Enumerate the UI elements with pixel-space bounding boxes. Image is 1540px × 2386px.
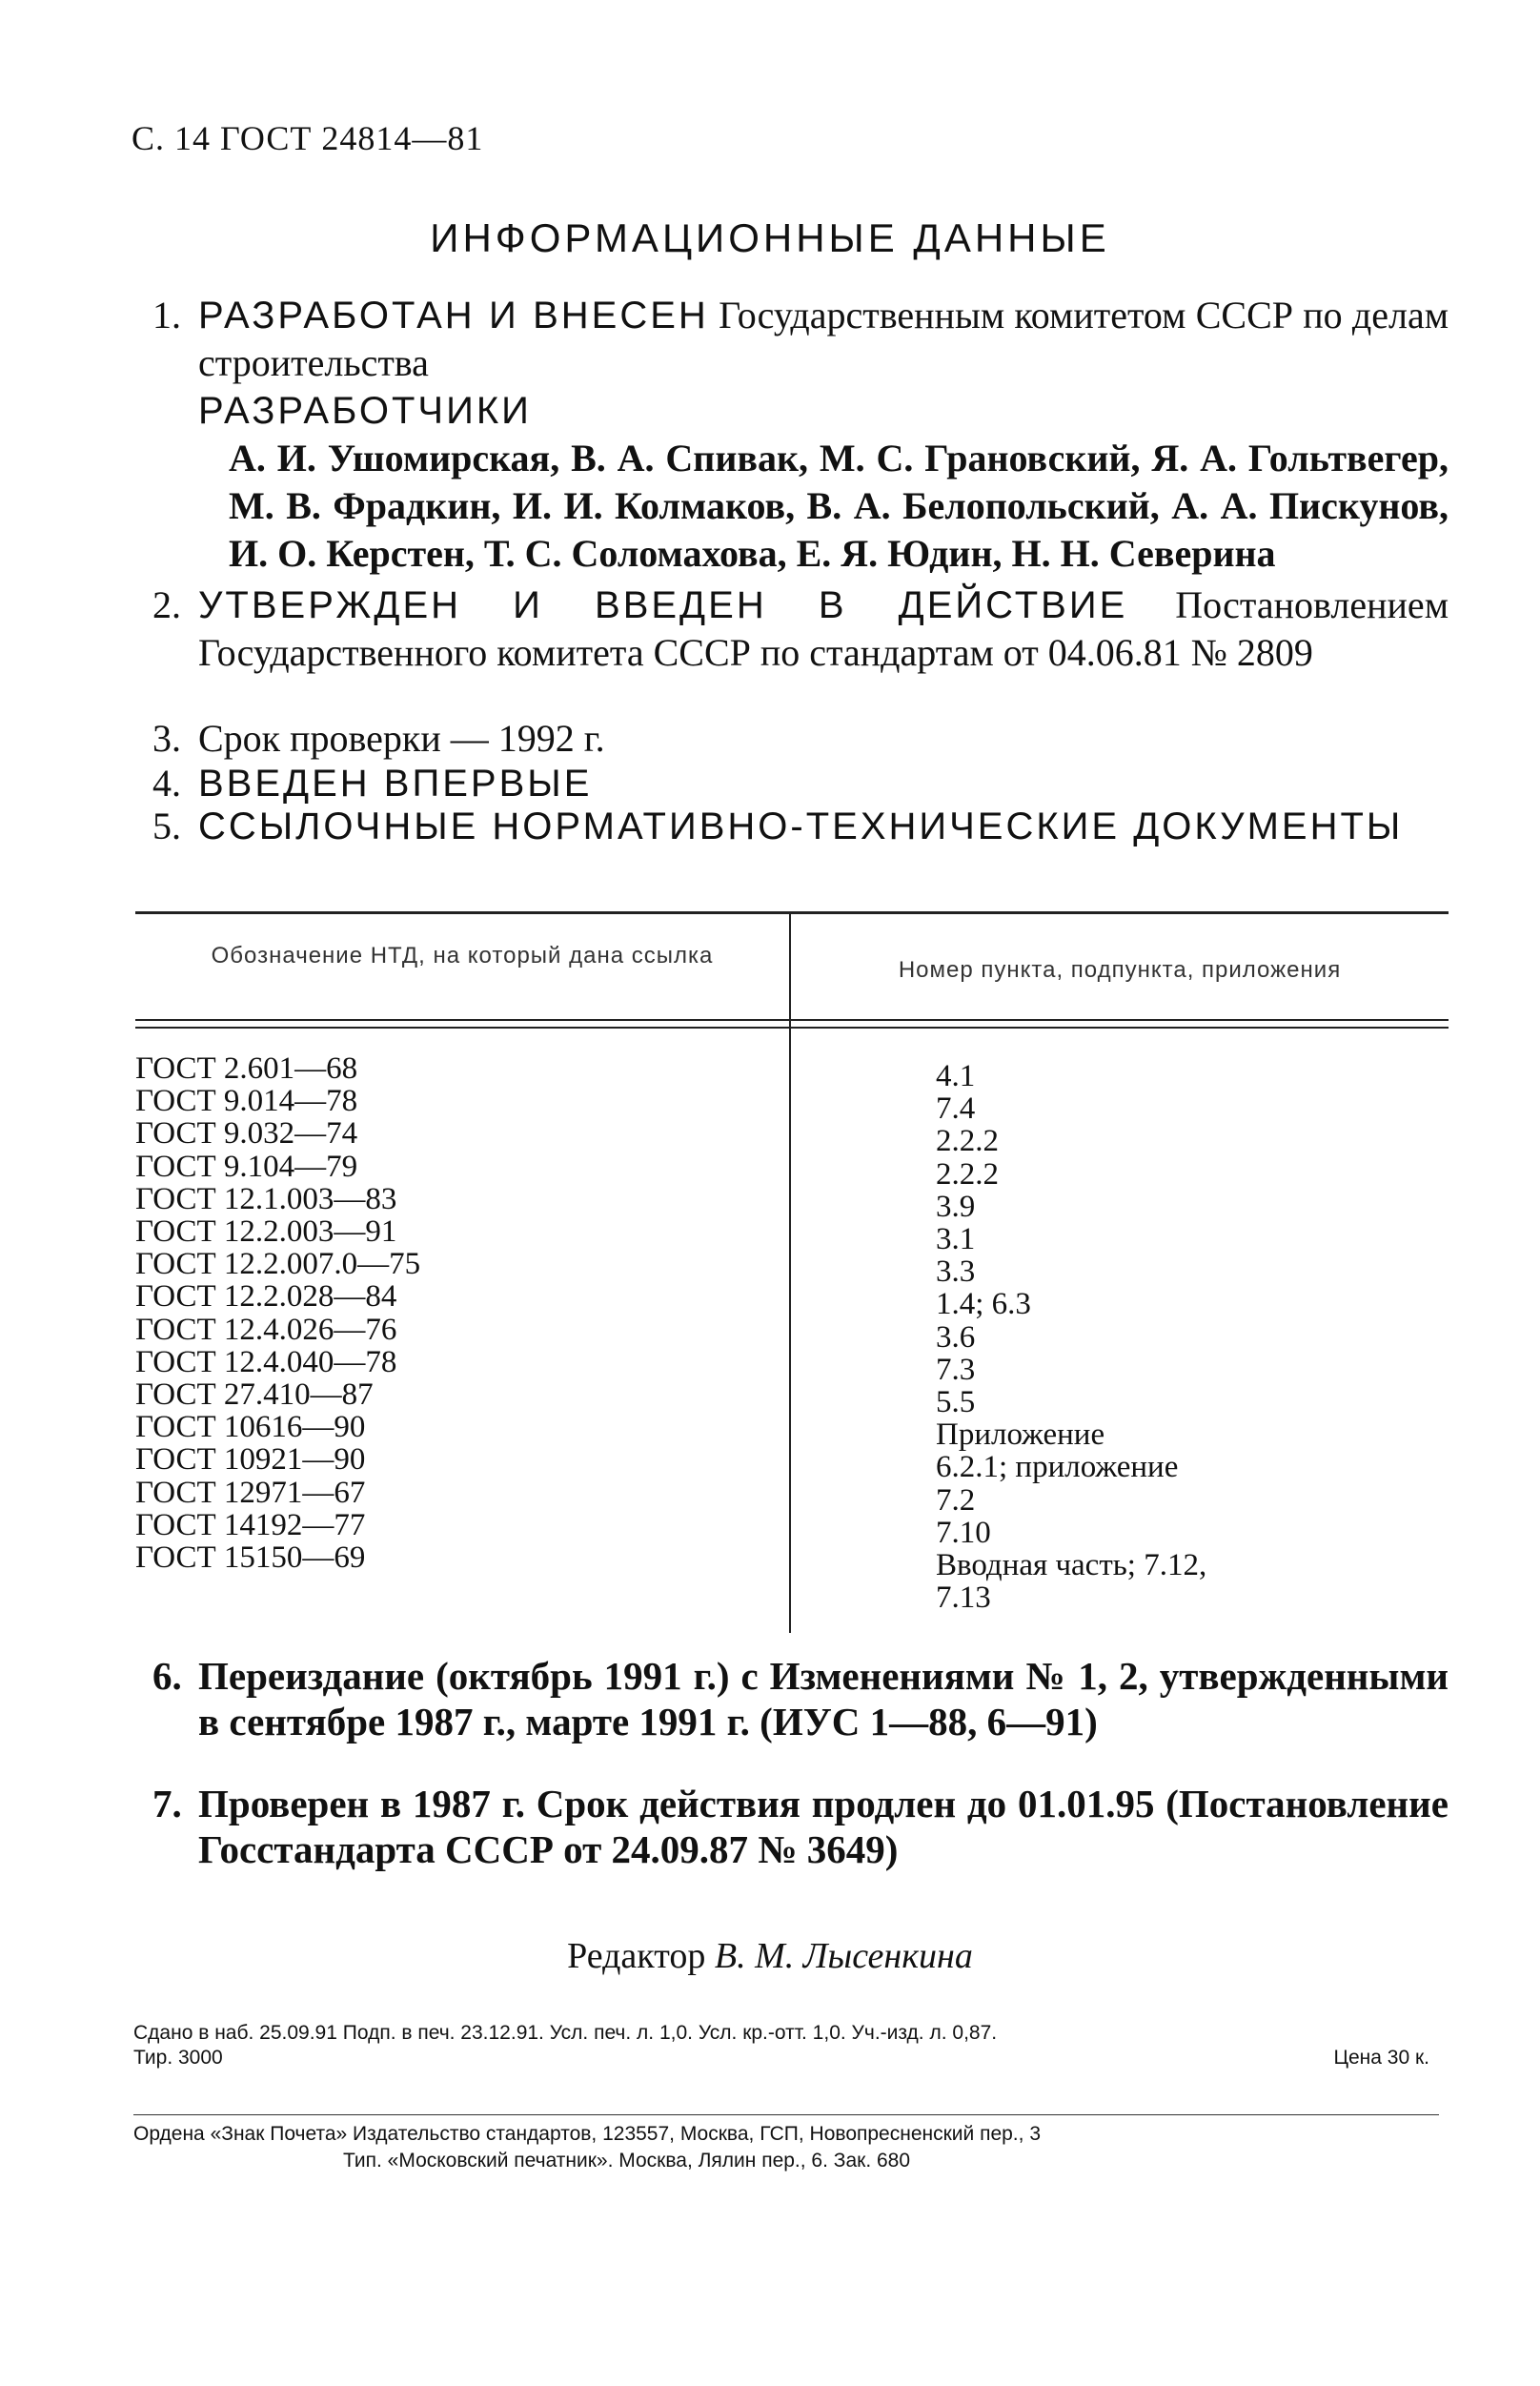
table-cell-document: ГОСТ 10616—90 bbox=[135, 1410, 366, 1445]
table-cell-document: ГОСТ 10921—90 bbox=[135, 1442, 366, 1478]
item-5-text: ССЫЛОЧНЫЕ НОРМАТИВНО-ТЕХНИЧЕСКИЕ ДОКУМЕНТЫ bbox=[198, 806, 1404, 847]
item-7 bbox=[152, 1781, 1449, 1872]
imprint-printer: Тип. «Московский печатник». Москва, Лялин пер., 6. Зак. 680 bbox=[343, 2150, 911, 2172]
item-1-lead: РАЗРАБОТАН И ВНЕСЕН bbox=[198, 295, 709, 336]
table-cell-reference: 1.4; 6.3 bbox=[936, 1287, 1031, 1322]
table-cell-document: ГОСТ 12.4.040—78 bbox=[135, 1344, 397, 1379]
table-cell-document: ГОСТ 12.1.003—83 bbox=[135, 1181, 397, 1216]
imprint-line-1: Сдано в наб. 25.09.91 Подп. в печ. 23.12.91. Усл. печ. л. 1,0. Усл. кр.-отт. 1,0. Уч.-изд. л. 0,87. bbox=[133, 2022, 998, 2044]
item-4 bbox=[152, 760, 1449, 807]
item-2-lead: УТВЕРЖДЕН И ВВЕДЕН В ДЕЙСТВИЕ bbox=[198, 584, 1128, 626]
table-cell-document: ГОСТ 14192—77 bbox=[135, 1507, 366, 1542]
table-cell-document: ГОСТ 12.2.007.0—75 bbox=[135, 1247, 421, 1282]
table-header-document: Обозначение НТД, на который дана ссылка bbox=[211, 943, 714, 969]
table-header-rule bbox=[135, 1019, 1449, 1021]
table-header-reference: Номер пункта, подпункта, приложения bbox=[898, 957, 1342, 983]
table-cell-reference: 7.13 bbox=[936, 1580, 991, 1616]
item-2-body bbox=[198, 581, 1449, 677]
table-top-rule bbox=[135, 911, 1449, 914]
item-1-text: Государственным комитетом СССР по делам строительства bbox=[198, 294, 1449, 384]
imprint-publisher: Ордена «Знак Почета» Издательство стандартов, 123557, Москва, ГСП, Новопресненский пер., 3 bbox=[133, 2123, 1041, 2145]
item-number: 4. bbox=[152, 762, 181, 805]
table-cell-reference: 3.3 bbox=[936, 1254, 976, 1290]
table-cell-reference: 3.1 bbox=[936, 1222, 976, 1257]
table-header-rule-double bbox=[135, 1027, 1449, 1029]
table-cell-reference: Вводная часть; 7.12, bbox=[936, 1548, 1207, 1583]
table-cell-document: ГОСТ 9.032—74 bbox=[135, 1116, 358, 1152]
imprint-price: Цена 30 к. bbox=[1333, 2047, 1429, 2069]
table-cell-reference: 7.2 bbox=[936, 1482, 976, 1518]
imprint-line-2 bbox=[133, 2046, 1439, 2070]
table-cell-reference: 7.10 bbox=[936, 1515, 991, 1550]
item-number: 2. bbox=[152, 583, 181, 626]
table-documents-column bbox=[135, 1052, 420, 1574]
editor-label: Редактор bbox=[567, 1936, 706, 1976]
table-cell-document: ГОСТ 2.601—68 bbox=[135, 1051, 358, 1086]
page-header: С. 14 ГОСТ 24814—81 bbox=[132, 119, 484, 157]
table-cell-document: ГОСТ 12971—67 bbox=[135, 1475, 366, 1510]
table-cell-reference: 2.2.2 bbox=[936, 1156, 999, 1192]
page-title: ИНФОРМАЦИОННЫЕ ДАННЫЕ bbox=[430, 215, 1110, 260]
table-cell-reference: 2.2.2 bbox=[936, 1124, 999, 1159]
item-number: 7. bbox=[152, 1782, 182, 1825]
item-2-text: Постановлением Государственного комитета СССР по стандартам от 04.06.81 № 2809 bbox=[198, 583, 1449, 674]
item-4-text: ВВЕДЕН ВПЕРВЫЕ bbox=[198, 763, 593, 805]
editor-name: В. М. Лысенкина bbox=[714, 1936, 973, 1976]
item-number: 6. bbox=[152, 1654, 182, 1698]
item-6-text: Переиздание (октябрь 1991 г.) с Изменениями № 1, 2, утвержденными в сентябре 1987 г., марте 1991 г. (ИУС 1—88, 6—91) bbox=[198, 1654, 1449, 1744]
developers-heading: РАЗРАБОТЧИКИ bbox=[198, 390, 532, 432]
table-cell-reference: 3.9 bbox=[936, 1189, 976, 1224]
developers-list: А. И. Ушомирская, В. А. Спивак, М. С. Грановский, Я. А. Гольтвегер, М. В. Фрадкин, И. И. Колмаков, В. А. Белопольский, А. А. Пискунов, И. О. Керстен, Т. С. Соломахова, Е. Я. Юдин, Н. Н. Северина bbox=[229, 437, 1449, 575]
item-3 bbox=[152, 715, 1449, 763]
table-cell-document: ГОСТ 9.014—78 bbox=[135, 1084, 358, 1119]
table-cell-reference: 3.6 bbox=[936, 1319, 976, 1355]
table-references-column bbox=[936, 1060, 1206, 1614]
imprint-print-run: Тир. 3000 bbox=[133, 2047, 223, 2069]
table-cell-reference: Приложение bbox=[936, 1417, 1105, 1453]
item-1-body bbox=[198, 292, 1449, 387]
table-cell-reference: 7.3 bbox=[936, 1352, 976, 1387]
item-1 bbox=[152, 292, 1449, 578]
item-number: 1. bbox=[152, 294, 181, 336]
imprint-rule bbox=[133, 2114, 1439, 2115]
table-cell-reference: 7.4 bbox=[936, 1091, 976, 1127]
table-cell-document: ГОСТ 15150—69 bbox=[135, 1540, 366, 1576]
item-number: 5. bbox=[152, 805, 181, 847]
table-column-divider bbox=[789, 913, 791, 1633]
item-3-text: Срок проверки — 1992 г. bbox=[198, 717, 605, 760]
table-cell-document: ГОСТ 12.2.003—91 bbox=[135, 1214, 397, 1250]
table-cell-document: ГОСТ 12.4.026—76 bbox=[135, 1312, 397, 1347]
item-number: 3. bbox=[152, 717, 181, 760]
table-cell-reference: 5.5 bbox=[936, 1385, 976, 1420]
table-cell-document: ГОСТ 9.104—79 bbox=[135, 1149, 358, 1184]
item-6 bbox=[152, 1653, 1449, 1744]
table-cell-reference: 4.1 bbox=[936, 1059, 976, 1093]
item-5 bbox=[152, 803, 1449, 850]
item-7-text: Проверен в 1987 г. Срок действия продлен до 01.01.95 (Постановление Госстандарта СССР от 24.09.87 № 3649) bbox=[198, 1782, 1449, 1871]
editor-line bbox=[0, 1935, 1540, 1977]
item-2 bbox=[152, 581, 1449, 677]
table-cell-document: ГОСТ 27.410—87 bbox=[135, 1377, 374, 1413]
table-cell-reference: 6.2.1; приложение bbox=[936, 1450, 1179, 1485]
table-cell-document: ГОСТ 12.2.028—84 bbox=[135, 1279, 397, 1315]
